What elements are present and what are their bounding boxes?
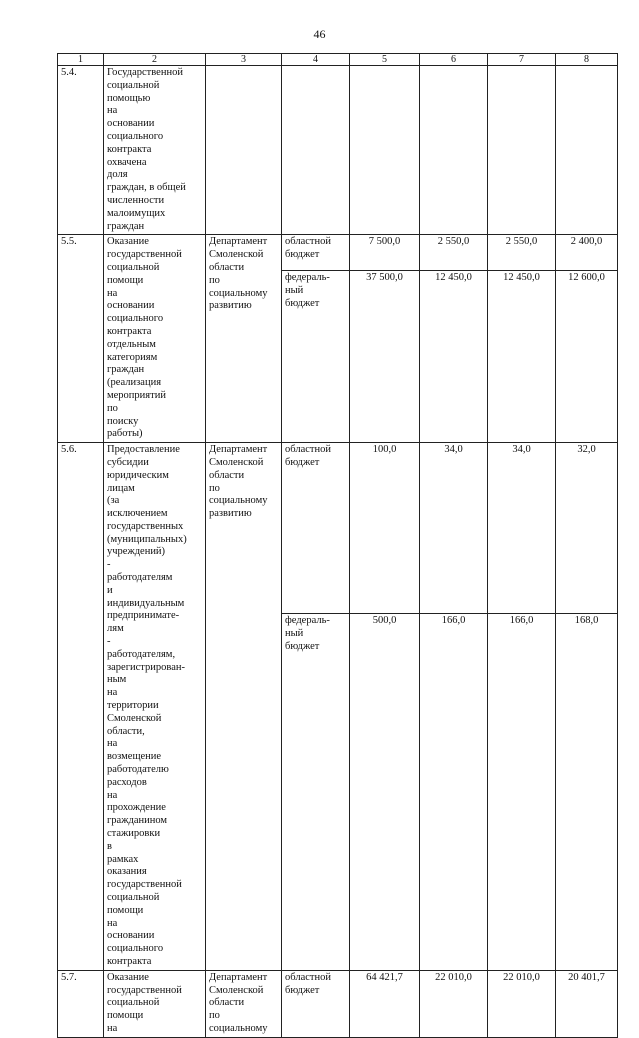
description-line: работодателям, xyxy=(107,648,176,660)
description-line: работодателю xyxy=(107,764,169,776)
description-line: развитию xyxy=(209,300,252,312)
description-line: области, на xyxy=(107,725,145,750)
budget-source xyxy=(282,235,350,271)
source-line: бюджет xyxy=(285,984,320,996)
description-line: ным на xyxy=(107,674,127,699)
source-line: ный xyxy=(285,285,304,297)
description-line: индивидуальным xyxy=(107,597,185,609)
column-header: 2 xyxy=(104,54,206,66)
description-line: государственных xyxy=(107,520,184,532)
source-line: областной xyxy=(285,971,331,983)
budget-value-v7: 2 550,0 xyxy=(488,235,556,271)
budget-source xyxy=(282,66,350,235)
budget-source xyxy=(282,271,350,443)
budget-source xyxy=(282,443,350,614)
description-line: помощи на xyxy=(107,274,144,299)
description-line: Департамент xyxy=(209,444,268,456)
source-line: бюджет xyxy=(285,456,320,468)
budget-value-v6: 166,0 xyxy=(420,614,488,970)
budget-value-v5: 500,0 xyxy=(350,614,420,970)
description-line: контракта xyxy=(107,955,152,967)
description-line: рамках оказания xyxy=(107,853,147,878)
description-line: социального xyxy=(107,943,164,955)
description-line: социальной xyxy=(107,261,160,273)
description-line: прохождение xyxy=(107,802,166,814)
budget-value-v5 xyxy=(350,66,420,235)
description-line: области по xyxy=(209,261,245,286)
budget-value-v8: 168,0 xyxy=(556,614,618,970)
description-line: помощи на xyxy=(107,1010,144,1034)
table-row xyxy=(58,443,618,614)
description-line: помощи на xyxy=(107,904,144,929)
row-description xyxy=(104,235,206,443)
description-line: Оказание xyxy=(107,236,149,248)
description-line: категориям xyxy=(107,351,158,363)
description-line: стажировки в xyxy=(107,828,161,852)
description-line: контракта xyxy=(107,143,152,155)
description-line: граждан xyxy=(107,220,145,232)
description-line: мероприятий по xyxy=(107,389,166,414)
description-line: основании xyxy=(107,300,155,312)
table-row xyxy=(58,235,618,271)
description-line: Предоставление xyxy=(107,444,180,456)
description-line: области по xyxy=(209,997,245,1022)
source-line: бюджет xyxy=(285,640,320,652)
page-number: 46 xyxy=(313,27,326,41)
description-line: Смоленской xyxy=(107,712,162,724)
description-line: Государственной xyxy=(107,67,183,78)
description-line: (реализация xyxy=(107,377,162,389)
description-line: социальной xyxy=(107,79,160,91)
row-number: 5.6. xyxy=(58,443,104,971)
budget-value-v8: 32,0 xyxy=(556,443,618,614)
description-line: контракта xyxy=(107,325,152,337)
description-line: развитию xyxy=(209,508,252,520)
description-line: работодателям и xyxy=(107,572,173,596)
description-line: граждан, в общей xyxy=(107,182,186,194)
description-line: субсидии xyxy=(107,456,149,468)
budget-value-v7: 34,0 xyxy=(488,443,556,614)
budget-value-v8: 12 600,0 xyxy=(556,271,618,443)
description-line: социальному xyxy=(209,1022,268,1034)
budget-value-v8: 2 400,0 xyxy=(556,235,618,271)
row-number: 5.7. xyxy=(58,970,104,1037)
description-line: помощью на xyxy=(107,92,151,117)
budget-value-v6: 34,0 xyxy=(420,443,488,614)
description-line: численности xyxy=(107,194,165,206)
column-header: 8 xyxy=(556,54,618,66)
description-line: отдельным xyxy=(107,338,156,350)
budget-value-v5: 7 500,0 xyxy=(350,235,420,271)
budget-value-v6: 12 450,0 xyxy=(420,271,488,443)
source-line: бюджет xyxy=(285,249,320,261)
budget-table xyxy=(57,53,618,1038)
budget-value-v7: 22 010,0 xyxy=(488,970,556,1037)
budget-value-v5: 64 421,7 xyxy=(350,970,420,1037)
description-line: поиску работы) xyxy=(107,415,143,440)
row-description xyxy=(104,443,206,971)
description-line: (муниципальных) xyxy=(107,533,187,545)
source-line: областной xyxy=(285,444,331,456)
description-line: социальной xyxy=(107,997,160,1009)
budget-source xyxy=(282,970,350,1037)
description-line: области по xyxy=(209,469,245,494)
description-line: социальному xyxy=(209,495,268,507)
budget-value-v7: 166,0 xyxy=(488,614,556,970)
row-department xyxy=(206,235,282,443)
description-line: предпринимате- xyxy=(107,610,180,622)
table-row xyxy=(58,970,618,1037)
row-department xyxy=(206,970,282,1037)
column-header: 3 xyxy=(206,54,282,66)
description-line: социального xyxy=(107,130,164,142)
description-line: Смоленской xyxy=(209,456,264,468)
column-header: 6 xyxy=(420,54,488,66)
description-line: расходов на xyxy=(107,776,147,801)
description-line: основании xyxy=(107,930,155,942)
description-line: социального xyxy=(107,313,164,325)
budget-value-v7 xyxy=(488,66,556,235)
description-line: Оказание xyxy=(107,971,149,983)
description-line: основании xyxy=(107,118,155,130)
row-number: 5.4. xyxy=(58,66,104,235)
description-line: Смоленской xyxy=(209,249,264,261)
description-line: лям - xyxy=(107,623,124,648)
source-line: федераль- xyxy=(285,615,330,627)
table-row xyxy=(58,66,618,235)
budget-value-v5: 100,0 xyxy=(350,443,420,614)
description-line: Департамент xyxy=(209,236,268,248)
description-line: государственной xyxy=(107,984,182,996)
description-line: Смоленской xyxy=(209,984,264,996)
column-header: 4 xyxy=(282,54,350,66)
source-line: федераль- xyxy=(285,272,330,284)
column-header: 1 xyxy=(58,54,104,66)
header-row xyxy=(58,54,618,66)
budget-value-v8: 20 401,7 xyxy=(556,970,618,1037)
description-line: исключением xyxy=(107,508,168,520)
budget-value-v6: 2 550,0 xyxy=(420,235,488,271)
budget-value-v6: 22 010,0 xyxy=(420,970,488,1037)
description-line: возмещение xyxy=(107,751,162,763)
description-line: малоимущих xyxy=(107,207,166,219)
description-line: социальному xyxy=(209,287,268,299)
column-header: 5 xyxy=(350,54,420,66)
source-line: областной xyxy=(285,236,331,248)
description-line: учреждений) - xyxy=(107,546,166,571)
description-line: лицам (за xyxy=(107,482,135,507)
description-line: зарегистрирован- xyxy=(107,661,185,673)
description-line: территории xyxy=(107,700,159,712)
description-line: государственной xyxy=(107,249,182,261)
description-line: Департамент xyxy=(209,971,268,983)
source-line: бюджет xyxy=(285,297,320,309)
description-line: охвачена доля xyxy=(107,156,147,181)
row-number: 5.5. xyxy=(58,235,104,443)
row-department xyxy=(206,443,282,971)
row-description xyxy=(104,66,206,235)
row-description xyxy=(104,970,206,1037)
row-department xyxy=(206,66,282,235)
budget-value-v5: 37 500,0 xyxy=(350,271,420,443)
description-line: социальной xyxy=(107,892,160,903)
column-header: 7 xyxy=(488,54,556,66)
description-line: юридическим xyxy=(107,469,169,481)
description-line: государственной xyxy=(107,879,182,891)
budget-source xyxy=(282,614,350,970)
description-line: гражданином xyxy=(107,815,168,827)
budget-value-v8 xyxy=(556,66,618,235)
source-line: ный xyxy=(285,628,304,640)
budget-value-v7: 12 450,0 xyxy=(488,271,556,443)
description-line: граждан xyxy=(107,364,145,376)
budget-value-v6 xyxy=(420,66,488,235)
